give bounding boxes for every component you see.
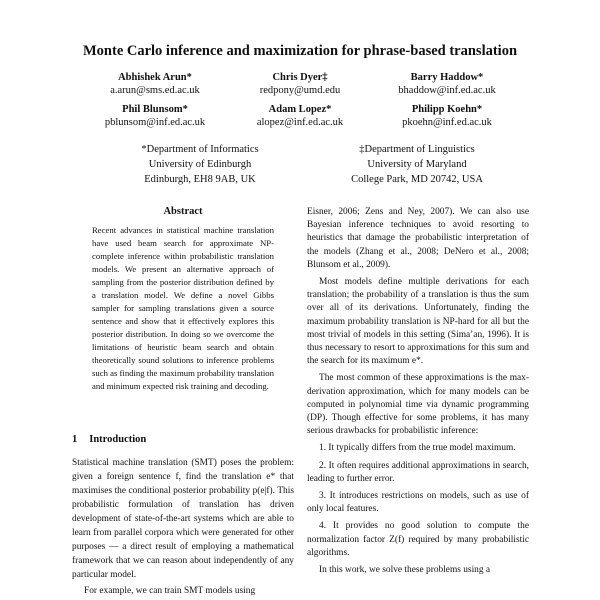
author-email: pblunsom@inf.ed.ac.uk bbox=[104, 117, 206, 128]
author-email: pkoehn@inf.ed.ac.uk bbox=[402, 117, 492, 128]
paper-title: Monte Carlo inference and maximization for phrase-based translation bbox=[82, 43, 518, 59]
section-title: Introduction bbox=[89, 434, 147, 445]
author-block bbox=[362, 71, 532, 97]
affiliation-univ: University of Maryland bbox=[367, 159, 467, 170]
abstract-text: Recent advances in statistical machine translation have used beam search for approximate NP-complete inference within probabilistic translation models. We present an alternative approach of sampling from the posterior distribution defined by a translation model. We define a novel Gibbs sampler for sampling translations given a source sentence and show that it effectively explores this posterior distribution. In doing so we overcome the limitations of heuristic beam search and obtain theoretically sound solutions to inference problems such as finding the maximum probability translation and minimum expected risk training and decoding. bbox=[92, 225, 274, 391]
left-column bbox=[72, 456, 294, 600]
affiliation-addr: College Park, MD 20742, USA bbox=[351, 174, 483, 185]
body-paragraph: Eisner, 2006; Zens and Ney, 2007). We can also use Bayesian inference techniques to avoid resorting to heuristics that damage the probabilistic interpretation of the models (Zhang et al., 2008; DeNero et al., 2008; Blunsom et al., 2009). bbox=[307, 207, 529, 270]
affiliation-maryland bbox=[307, 142, 527, 187]
author-name: Chris Dyer‡ bbox=[272, 72, 328, 83]
list-item: 4. It provides no good solution to compute the normalization factor Z(f) required by many probabilistic algorithms. bbox=[307, 521, 529, 558]
author-email: redpony@umd.edu bbox=[259, 85, 341, 96]
section-heading bbox=[72, 434, 146, 445]
section-number: 1 bbox=[72, 434, 78, 445]
list-item: 3. It introduces restrictions on models, such as use of only local features. bbox=[307, 491, 529, 515]
affiliation-univ: University of Edinburgh bbox=[148, 159, 252, 170]
body-paragraph: The most common of these approximations is the max-derivation approximation, which for many models can be computed in polynomial time via dynamic programming (DP). Though effective for some problems, it has many serious drawbacks for probabilistic inference: bbox=[307, 373, 529, 437]
author-name: Barry Haddow* bbox=[410, 72, 484, 83]
list-item: 2. It often requires additional approximations in search, leading to further error. bbox=[307, 460, 529, 484]
author-email: bhaddow@inf.ed.ac.uk bbox=[398, 85, 496, 96]
abstract-heading: Abstract bbox=[163, 206, 203, 217]
author-block bbox=[215, 71, 385, 97]
affiliation-addr: Edinburgh, EH8 9AB, UK bbox=[144, 174, 256, 185]
list-item: 1. It typically differs from the true model maximum. bbox=[319, 443, 516, 454]
affiliation-edinburgh bbox=[90, 142, 310, 187]
body-paragraph: Most models define multiple derivations for each translation; the probability of a translation is thus the sum over all of its derivations. Unfortunately, finding the maximum probability translation is NP-hard for all but the most trivial of models in this setting (Sima’an, 1996). It is thus necessary to resort to approximations for this sum and the search for its maximum e*. bbox=[307, 277, 529, 367]
author-name: Philipp Koehn* bbox=[411, 104, 483, 115]
author-block bbox=[362, 103, 532, 129]
body-paragraph: In this work, we solve these problems using a bbox=[319, 565, 491, 576]
author-name: Adam Lopez* bbox=[268, 104, 332, 115]
author-email: a.arun@sms.ed.ac.uk bbox=[110, 85, 200, 96]
author-block bbox=[215, 103, 385, 129]
author-name: Phil Blunsom* bbox=[122, 104, 188, 115]
intro-paragraph: For example, we can train SMT models using bbox=[84, 586, 256, 596]
right-column bbox=[307, 206, 529, 581]
affiliation-dept: ‡Department of Linguistics bbox=[359, 144, 475, 155]
author-name: Abhishek Arun* bbox=[118, 72, 192, 83]
intro-paragraph: Statistical machine translation (SMT) poses the problem: given a foreign sentence f, find the translation e* that maximises the conditional posterior probability p(e|f). This probabilistic formulation of translation has driven development of state-of-the-art systems which are able to learn from parallel corpora which were generated for other purposes — a direct result of employing a mathematical framework that we can reason about independently of any particular model. bbox=[72, 458, 294, 580]
affiliation-dept: *Department of Informatics bbox=[141, 144, 259, 155]
author-email: alopez@inf.ed.ac.uk bbox=[256, 117, 344, 128]
